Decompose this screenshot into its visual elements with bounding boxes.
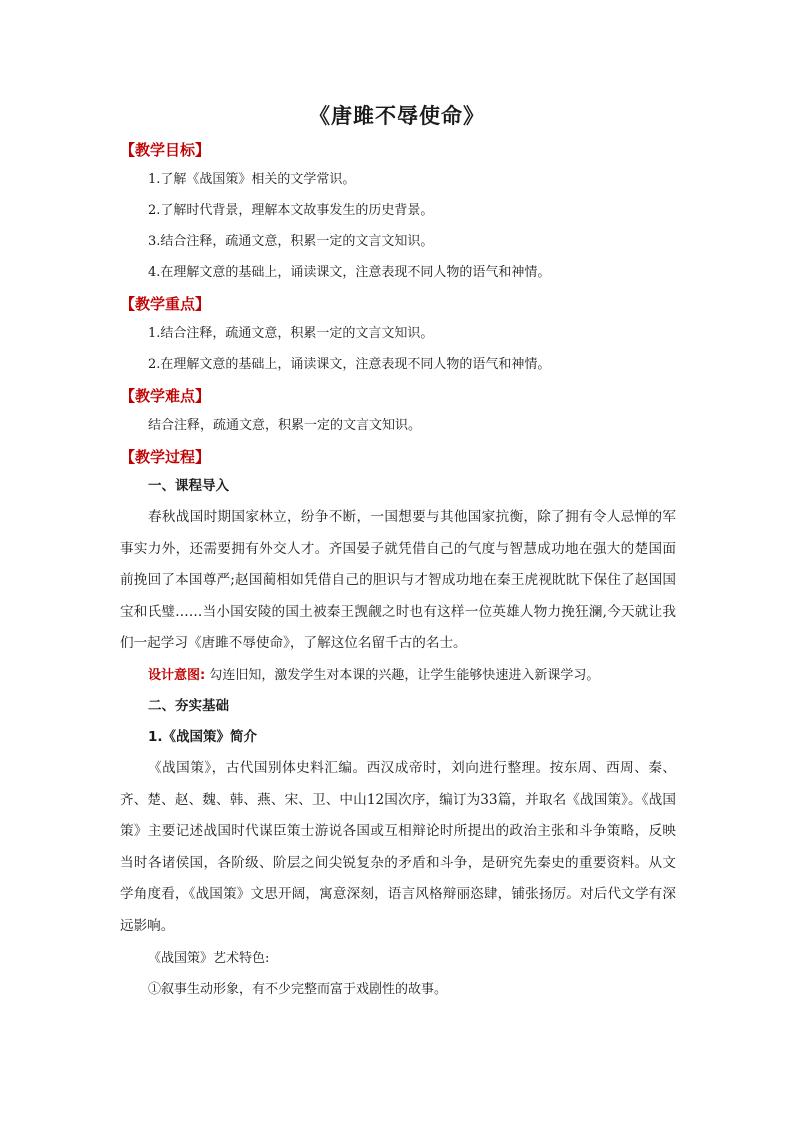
intro-paragraph: 春秋战国时期国家林立，纷争不断，一国想要与其他国家抗衡，除了拥有令人忌惮的军事实力外，还需要拥有外交人才。齐国晏子就凭借自己的气度与智慧成功地在强大的楚国面前挽回了本国尊严;赵国蔺相如凭借自己的胆识与才智成功地在秦王虎视眈眈下保住了赵国国宝和氏璧……当小国安陵的国土被秦王觊觎之时也有这样一位英雄人物力挽狂澜,今天就让我们一起学习《唐雎不辱使命》，了解这位名留千古的名士。 xyxy=(120,509,676,652)
design-intent-label: 设计意图: xyxy=(148,667,206,683)
difficulties-text: 结合注释，疏通文意，积累一定的文言文知识。 xyxy=(148,418,422,433)
document-body xyxy=(120,140,676,1005)
document-title: 《唐雎不辱使命》 xyxy=(309,104,485,128)
objective-item: 4.在理解文意的基础上，诵读课文，注意表现不同人物的语气和神情。 xyxy=(148,265,551,280)
key-point-item: 1.结合注释，疏通文意，积累一定的文言文知识。 xyxy=(148,326,434,341)
process-heading: 【教学过程】 xyxy=(120,448,211,466)
key-points-heading: 【教学重点】 xyxy=(120,295,211,313)
zhanguoce-paragraph: 《战国策》，古代国别体史料汇编。西汉成帝时，刘向进行整理。按东周、西周、秦、齐、楚、赵、魏、韩、燕、宋、卫、中山12国次序，编订为33篇，并取名《战国策》。《战国策》主要记述战国时代谋臣策士游说各国或互相辩论时所提出的政治主张和斗争策略，反映当时各诸侯国，各阶级、阶层之间尖锐复杂的矛盾和斗争，是研究先秦史的重要资料。从文学角度看，《战国策》文思开阔，寓意深刻，语言风格辩丽恣肆，铺张扬厉。对后代文学有深远影响。 xyxy=(120,759,676,934)
feature-item: ①叙事生动形象，有不少完整而富于戏剧性的故事。 xyxy=(148,981,448,997)
part2-subtitle: 1.《战国策》简介 xyxy=(148,728,258,745)
objective-item: 2.了解时代背景，理解本文故事发生的历史背景。 xyxy=(148,203,434,218)
difficulties-heading: 【教学难点】 xyxy=(120,387,211,405)
design-intent xyxy=(120,660,676,691)
features-intro: 《战国策》艺术特色: xyxy=(148,950,270,966)
part1-title: 一、课程导入 xyxy=(148,478,229,494)
design-intent-text: 勾连旧知，激发学生对本课的兴趣，让学生能够快速进入新课学习。 xyxy=(209,667,600,683)
objectives-heading: 【教学目标】 xyxy=(120,141,211,159)
objective-item: 1.了解《战国策》相关的文学常识。 xyxy=(148,172,356,187)
part2-title: 二、夯实基础 xyxy=(148,697,229,714)
key-point-item: 2.在理解文意的基础上，诵读课文，注意表现不同人物的语气和神情。 xyxy=(148,357,551,372)
objective-item: 3.结合注释，疏通文意，积累一定的文言文知识。 xyxy=(148,234,434,249)
